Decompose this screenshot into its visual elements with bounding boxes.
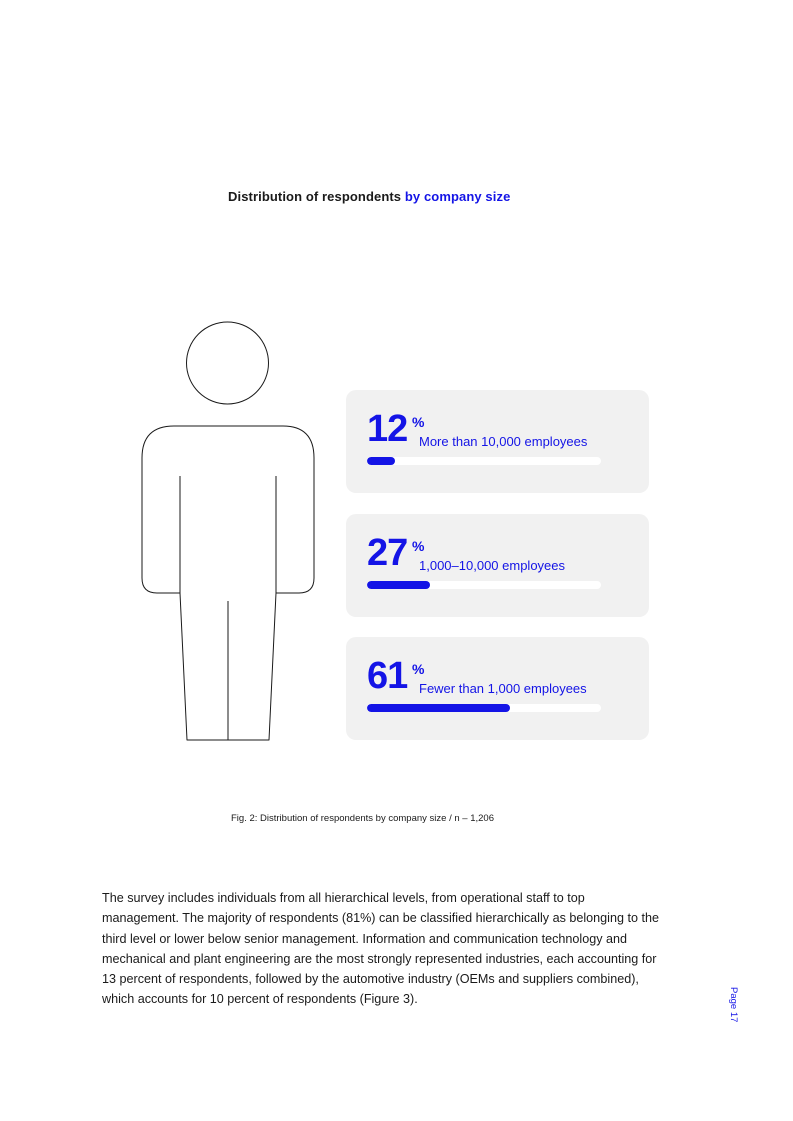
chart-title-main: Distribution of respondents bbox=[228, 189, 405, 204]
person-figure-illustration bbox=[140, 320, 318, 745]
progress-bar-fill bbox=[367, 457, 395, 465]
percent-symbol: % bbox=[412, 538, 425, 554]
chart-title bbox=[228, 189, 510, 204]
stat-card-large-companies bbox=[346, 390, 649, 493]
stat-label: 1,000–10,000 employees bbox=[419, 558, 566, 573]
page-number: Page 17 bbox=[728, 987, 739, 1023]
chart-title-accent: by company size bbox=[404, 189, 511, 204]
stat-value: 12 bbox=[367, 408, 408, 450]
stat-value: 27 bbox=[367, 532, 408, 574]
progress-bar-fill bbox=[367, 581, 430, 589]
stat-card-small-companies bbox=[346, 637, 649, 740]
stat-card-mid-companies bbox=[346, 514, 649, 617]
person-head bbox=[187, 322, 269, 404]
figure-caption: Fig. 2: Distribution of respondents by company size / n – 1,206 bbox=[231, 813, 494, 824]
stat-value: 61 bbox=[367, 655, 408, 697]
progress-bar-track bbox=[367, 581, 601, 589]
stat-label: Fewer than 1,000 employees bbox=[419, 681, 587, 696]
progress-bar-track bbox=[367, 457, 601, 465]
progress-bar-track bbox=[367, 704, 601, 712]
stat-label: More than 10,000 employees bbox=[419, 434, 588, 449]
percent-symbol: % bbox=[412, 414, 425, 430]
body-paragraph: The survey includes individuals from all hierarchical levels, from operational staff to top management. The majority of respondents (81%) can be classified hierarchically as belonging to the third level or lower below senior management. Information and communication technology and mechanical and plant engineering are the most strongly represented industries, each accounting for 13 percent of respondents, followed by the automotive industry (OEMs and suppliers combined), which accounts for 10 percent of respondents (Figure 3). bbox=[102, 891, 659, 1007]
percent-symbol: % bbox=[412, 661, 425, 677]
progress-bar-fill bbox=[367, 704, 510, 712]
